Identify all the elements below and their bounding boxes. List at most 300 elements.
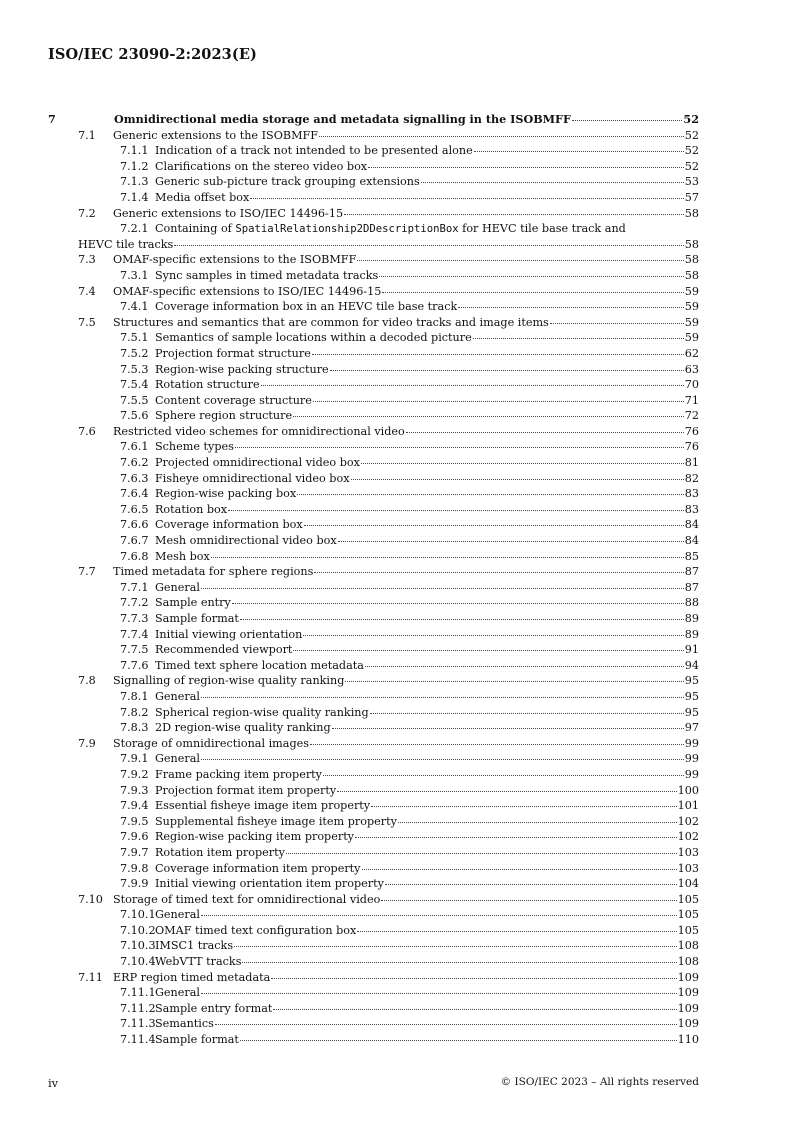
toc-entry-number: 7.10.4 [120, 955, 156, 969]
toc-entry-title: General [155, 580, 200, 594]
dot-leader [312, 353, 684, 355]
page-numeral: iv [48, 1076, 59, 1090]
dot-leader [201, 587, 684, 589]
toc-entry-page: 109 [677, 970, 699, 984]
toc-entry-number: 7.6.6 [120, 518, 149, 532]
dot-leader [242, 961, 676, 963]
toc-entry-7-8[interactable] [48, 673, 699, 689]
toc-entry-number: 7.1 [78, 128, 96, 142]
toc-entry-7-11-2[interactable] [48, 1001, 699, 1017]
dot-leader [235, 446, 684, 448]
toc-entry-7-5-1[interactable] [48, 330, 699, 346]
toc-entry-title: Media offset box [155, 190, 250, 204]
toc-entry-page: 105 [677, 908, 699, 922]
toc-entry-7-11-3[interactable] [48, 1016, 699, 1032]
dot-leader [371, 805, 677, 807]
toc-entry-title: Sample format [155, 1033, 239, 1047]
toc-entry-number: 7.9.2 [120, 767, 149, 781]
toc-entry-number: 7.11 [78, 970, 103, 984]
dot-leader [313, 400, 684, 402]
dot-leader [293, 649, 683, 651]
toc-entry-7-6-6[interactable] [48, 517, 699, 533]
toc-entry-title: Coverage information item property [155, 861, 361, 875]
toc-entry-7-1-3[interactable] [48, 174, 699, 190]
dot-leader [314, 571, 683, 573]
toc-entry-7-5-6[interactable] [48, 408, 699, 424]
toc-entry-page: 87 [684, 565, 699, 579]
dot-leader [201, 758, 684, 760]
toc-entry-7-6-1[interactable] [48, 439, 699, 455]
toc-entry-7-5-5[interactable] [48, 393, 699, 409]
toc-entry-7-3[interactable] [48, 252, 699, 268]
toc-entry-number: 7.6.5 [120, 502, 149, 516]
toc-entry-7-4-1[interactable] [48, 299, 699, 315]
toc-entry-7-2-1[interactable] [48, 221, 699, 252]
toc-entry-7-8-3[interactable] [48, 720, 699, 736]
dot-leader [362, 868, 677, 870]
toc-entry-title: Semantics [155, 1017, 214, 1031]
toc-entry-title: Mesh box [155, 549, 210, 563]
toc-entry-7-9-6[interactable] [48, 829, 699, 845]
dot-leader [379, 275, 683, 277]
toc-entry-7-2[interactable] [48, 206, 699, 222]
dot-leader [250, 197, 683, 199]
dot-leader [398, 821, 677, 823]
toc-entry-7-10[interactable] [48, 892, 699, 908]
toc-entry-page: 105 [677, 892, 699, 906]
document-id-header: ISO/IEC 23090-2:2023(E) [48, 46, 257, 63]
toc-entry-number: 7.5.4 [120, 378, 149, 392]
toc-entry-number: 7.10.2 [120, 923, 156, 937]
toc-entry-title: Projection format item property [155, 783, 337, 797]
dot-leader [240, 1039, 677, 1041]
toc-entry-page: 103 [677, 861, 699, 875]
toc-entry-title: Region-wise packing box [155, 487, 297, 501]
toc-entry-title: Frame packing item property [155, 767, 322, 781]
dot-leader [319, 135, 684, 137]
dot-leader [365, 665, 684, 667]
toc-entry-7-6-8[interactable] [48, 549, 699, 565]
toc-entry-title-code: SpatialRelationship2DDescriptionBox [235, 223, 459, 236]
toc-entry-title: Timed text sphere location metadata [155, 658, 364, 672]
dot-leader [330, 369, 684, 371]
dot-leader [357, 259, 683, 261]
toc-entry-number: 7.1.3 [120, 175, 149, 189]
toc-entry-number: 7.10 [78, 892, 103, 906]
toc-entry-number: 7.5 [78, 315, 96, 329]
toc-entry-page: 71 [684, 393, 699, 407]
dot-leader [361, 462, 684, 464]
toc-entry-number: 7.9.1 [120, 752, 149, 766]
toc-entry-number: 7.6.7 [120, 534, 149, 548]
toc-entry-title: Structures and semantics that are common for video tracks and image items [113, 315, 549, 329]
toc-entry-page: 91 [684, 643, 699, 657]
toc-entry-number: 7.10.1 [120, 908, 156, 922]
toc-entry-page: 76 [684, 424, 699, 438]
toc-entry-page: 52 [684, 159, 699, 173]
toc-entry-number: 7.9.3 [120, 783, 149, 797]
toc-entry-number: 7.8.2 [120, 705, 149, 719]
toc-entry-page: 59 [684, 300, 699, 314]
toc-entry-page: 70 [684, 378, 699, 392]
dot-leader [368, 166, 684, 168]
toc-entry-title: Scheme types [155, 440, 234, 454]
toc-chapter-title: Omnidirectional media storage and metadata signalling in the ISOBMFF [114, 112, 571, 126]
toc-entry-page: 109 [677, 1017, 699, 1031]
toc-entry-number: 7.2.1 [120, 222, 149, 236]
toc-entry-number: 7.3 [78, 253, 96, 267]
toc-entry-number: 7.5.3 [120, 362, 149, 376]
toc-entry-7-9[interactable] [48, 736, 699, 752]
toc-entry-page: 99 [684, 736, 699, 750]
dot-leader [240, 618, 684, 620]
toc-entry-7-10-4[interactable] [48, 954, 699, 970]
toc-entry-page: 84 [684, 518, 699, 532]
toc-entry-7-10-2[interactable] [48, 923, 699, 939]
toc-entry-7-9-9[interactable] [48, 876, 699, 892]
dot-leader [473, 337, 684, 339]
dot-leader [458, 306, 684, 308]
copyright-notice: © ISO/IEC 2023 – All rights reserved [500, 1076, 699, 1088]
dot-leader [421, 181, 684, 183]
toc-chapter-number: 7 [48, 112, 56, 126]
toc-entry-7-9-7[interactable] [48, 845, 699, 861]
toc-entry-title: Coverage information box [155, 518, 303, 532]
toc-entry-title: Sample format [155, 612, 239, 625]
toc-entry-7-6-7[interactable] [48, 533, 699, 549]
dot-leader [344, 213, 684, 215]
toc-entry-number: 7.6.4 [120, 487, 149, 501]
toc-entry-page: 52 [684, 128, 699, 142]
toc-entry-7-9-3[interactable] [48, 783, 699, 799]
toc-entry-title: Initial viewing orientation item property [155, 877, 384, 891]
toc-entry-7-11-1[interactable] [48, 985, 699, 1001]
toc-entry-page: 95 [684, 705, 699, 719]
toc-entry-number: 7.9 [78, 736, 96, 750]
toc-entry-title: OMAF-specific extensions to ISO/IEC 14496-15 [113, 284, 382, 298]
toc-entry-page: 110 [677, 1033, 699, 1047]
toc-entry-title: Sample entry [155, 596, 231, 610]
toc-entry-number: 7.8 [78, 674, 96, 688]
table-of-contents [48, 112, 699, 1048]
toc-entry-title: General [155, 689, 200, 703]
toc-entry-7-11-4[interactable] [48, 1032, 699, 1048]
toc-entry-7-5[interactable] [48, 315, 699, 331]
toc-entry-title: Restricted video schemes for omnidirectional video [113, 424, 405, 438]
dot-leader [297, 493, 684, 495]
toc-entry-title: Coverage information box in an HEVC tile base track [155, 300, 458, 314]
toc-entry-7-6-5[interactable] [48, 502, 699, 518]
toc-entry-number: 7.7.3 [120, 612, 149, 625]
toc-entry-page: 109 [677, 1001, 699, 1015]
toc-entry-title: Rotation box [155, 502, 228, 516]
dot-leader [303, 634, 683, 636]
toc-entry-title: Recommended viewport [155, 643, 293, 657]
dot-leader [370, 712, 684, 714]
toc-entry-page: 53 [684, 175, 699, 189]
toc-entry-number: 7.4.1 [120, 300, 149, 314]
toc-entry-page: 81 [684, 456, 699, 470]
toc-entry-number: 7.9.6 [120, 830, 149, 844]
toc-entry-number: 7.8.1 [120, 689, 149, 703]
toc-entry-number: 7.9.4 [120, 799, 149, 813]
toc-entry-title: Content coverage structure [155, 393, 312, 407]
toc-entry-number: 7.8.3 [120, 721, 149, 735]
toc-entry-7-11[interactable] [48, 970, 699, 986]
toc-entry-title: Supplemental fisheye image item property [155, 814, 397, 828]
toc-entry-title: Mesh omnidirectional video box [155, 534, 337, 548]
toc-entry-page: 102 [677, 814, 699, 828]
toc-entry-title: General [155, 986, 200, 1000]
toc-entry-page: 100 [677, 783, 699, 797]
toc-entry-page: 109 [677, 986, 699, 1000]
toc-entry-7-6-2[interactable] [48, 455, 699, 471]
toc-entry-page: 88 [684, 596, 699, 610]
toc-entry-page: 76 [684, 440, 699, 454]
toc-entry-number: 7.5.6 [120, 409, 149, 423]
toc-entry-title: Projection format structure [155, 346, 311, 360]
toc-entry-title: Generic extensions to the ISOBMFF [113, 128, 319, 142]
dot-leader [337, 790, 676, 792]
toc-entry-number: 7.7 [78, 565, 96, 579]
toc-entry-title: Storage of timed text for omnidirectional video [113, 892, 381, 906]
toc-entry-title: Generic sub-picture track grouping extensions [155, 175, 420, 189]
toc-entry-7-4[interactable] [48, 284, 699, 300]
toc-entry-title: Generic extensions to ISO/IEC 14496-15 [113, 206, 344, 220]
toc-entry-number: 7.1.4 [120, 190, 149, 204]
toc-entry-number: 7.7.6 [120, 658, 149, 672]
toc-entry-7-7-1[interactable] [48, 580, 699, 596]
toc-entry-title: Rotation item property [155, 845, 285, 859]
toc-entry-number: 7.7.2 [120, 596, 149, 610]
dot-leader [273, 1008, 676, 1010]
toc-entry-page: 89 [684, 627, 699, 641]
toc-entry-title: Initial viewing orientation [155, 627, 303, 641]
toc-entry-title-continuation: HEVC tile tracks [78, 237, 174, 251]
toc-entry-title: Spherical region-wise quality ranking [155, 705, 369, 719]
toc-entry-page: 62 [684, 346, 699, 360]
toc-entry-page: 82 [684, 471, 699, 485]
toc-entry-7-9-5[interactable] [48, 814, 699, 830]
toc-entry-title: OMAF-specific extensions to the ISOBMFF [113, 253, 357, 267]
toc-entry-title: Projected omnidirectional video box [155, 456, 360, 470]
toc-entry-number: 7.7.4 [120, 627, 149, 641]
toc-entry-7-7-4[interactable] [48, 627, 699, 643]
toc-entry-7-3-1[interactable] [48, 268, 699, 284]
toc-entry-7-7-5[interactable] [48, 642, 699, 658]
toc-entry-7-8-2[interactable] [48, 705, 699, 721]
toc-entry-page: 97 [684, 721, 699, 735]
toc-entry-7-1-4[interactable] [48, 190, 699, 206]
toc-entry-number: 7.5.2 [120, 346, 149, 360]
toc-entry-7-9-2[interactable] [48, 767, 699, 783]
toc-entry-page: 59 [684, 331, 699, 345]
dot-leader [211, 556, 684, 558]
toc-entry-title: Fisheye omnidirectional video box [155, 471, 350, 485]
toc-entry-title: General [155, 752, 200, 766]
toc-entry-page: 63 [684, 362, 699, 376]
toc-entry-7-1[interactable] [48, 128, 699, 144]
toc-entry-number: 7.11.1 [120, 986, 156, 1000]
dot-leader [385, 883, 677, 885]
toc-entry-number: 7.11.4 [120, 1033, 156, 1047]
toc-entry-number: 7.5.5 [120, 393, 149, 407]
toc-entry-number: 7.9.9 [120, 877, 149, 891]
toc-entry-number: 7.5.1 [120, 331, 149, 345]
toc-entry-7-7-3[interactable] [48, 611, 699, 627]
toc-entry-page: 83 [684, 487, 699, 501]
toc-entry-number: 7.3.1 [120, 268, 149, 282]
toc-entry-7-10-1[interactable] [48, 907, 699, 923]
toc-entry-title: Sphere region structure [155, 409, 293, 423]
dot-leader [338, 540, 684, 542]
toc-entry-page: 95 [684, 674, 699, 688]
dot-leader [215, 1023, 677, 1025]
toc-entry-page: 52 [684, 144, 699, 158]
dot-leader [332, 727, 684, 729]
dot-leader [351, 478, 684, 480]
toc-entry-title: 2D region-wise quality ranking [155, 721, 331, 735]
dot-leader [234, 945, 677, 947]
toc-entry-title: Timed metadata for sphere regions [113, 565, 314, 579]
dot-leader [261, 384, 684, 386]
toc-entry-number: 7.6.3 [120, 471, 149, 485]
toc-entry-number: 7.10.3 [120, 939, 156, 953]
toc-entry-page: 58 [684, 268, 699, 282]
toc-entry-page: 89 [684, 612, 699, 625]
dot-leader [572, 119, 682, 121]
toc-entry-number: 7.6.2 [120, 456, 149, 470]
toc-entry-page: 103 [677, 845, 699, 859]
toc-entry-7-7[interactable] [48, 564, 699, 580]
toc-entry-title: General [155, 908, 200, 922]
dot-leader [228, 509, 684, 511]
dot-leader [345, 680, 683, 682]
toc-entry-page: 57 [684, 190, 699, 204]
toc-entry-7-7-2[interactable] [48, 595, 699, 611]
dot-leader [323, 774, 684, 776]
toc-entry-7-6-3[interactable] [48, 471, 699, 487]
toc-entry-number: 7.6.8 [120, 549, 149, 563]
dot-leader [201, 992, 677, 994]
toc-entry-page: 99 [684, 767, 699, 781]
dot-leader [293, 415, 684, 417]
dot-leader [232, 602, 684, 604]
toc-entry-page: 84 [684, 534, 699, 548]
toc-entry-page: 83 [684, 502, 699, 516]
toc-entry-7-9-1[interactable] [48, 751, 699, 767]
toc-entry-page: 108 [677, 939, 699, 953]
toc-entry-title: OMAF timed text configuration box [155, 923, 357, 937]
toc-entry-page: 104 [677, 877, 699, 891]
toc-entry-page: 85 [684, 549, 699, 563]
dot-leader [201, 696, 684, 698]
toc-entry-title: Region-wise packing item property [155, 830, 355, 844]
toc-entry-number: 7.2 [78, 206, 96, 220]
toc-entry-title: Storage of omnidirectional images [113, 736, 309, 750]
toc-entry-page: 108 [677, 955, 699, 969]
toc-entry-number: 7.7.5 [120, 643, 149, 657]
toc-chapter-7[interactable] [48, 112, 699, 128]
toc-entry-number: 7.4 [78, 284, 96, 298]
toc-entry-7-9-4[interactable] [48, 798, 699, 814]
toc-entry-title-prefix: Containing of [155, 222, 236, 236]
toc-entry-page: 94 [684, 658, 699, 672]
toc-entry-page: 105 [677, 923, 699, 937]
toc-entry-title: Sample entry format [155, 1001, 273, 1015]
dot-leader [355, 836, 677, 838]
toc-entry-title: Signalling of region-wise quality ranking [113, 674, 345, 688]
toc-entry-title: Clarifications on the stereo video box [155, 159, 368, 173]
toc-entry-page: 102 [677, 830, 699, 844]
toc-entry-page: 87 [684, 580, 699, 594]
toc-entry-title: Semantics of sample locations within a decoded picture [155, 331, 472, 345]
toc-entry-page: 59 [684, 315, 699, 329]
dot-leader [381, 899, 676, 901]
toc-entry-number: 7.11.2 [120, 1001, 156, 1015]
toc-entry-7-6-4[interactable] [48, 486, 699, 502]
toc-entry-number: 7.9.7 [120, 845, 149, 859]
toc-entry-page: 72 [684, 409, 699, 423]
dot-leader [310, 743, 684, 745]
toc-entry-page: 95 [684, 689, 699, 703]
toc-entry-number: 7.11.3 [120, 1017, 156, 1031]
toc-entry-7-9-8[interactable] [48, 861, 699, 877]
dot-leader [357, 930, 676, 932]
dot-leader [201, 914, 677, 916]
toc-entry-7-5-2[interactable] [48, 346, 699, 362]
toc-entry-7-1-1[interactable] [48, 143, 699, 159]
dot-leader [174, 244, 684, 246]
toc-entry-page: 58 [684, 253, 699, 267]
toc-entry-number: 7.6.1 [120, 440, 149, 454]
toc-entry-title: ERP region timed metadata [113, 970, 271, 984]
toc-entry-7-5-3[interactable] [48, 362, 699, 378]
toc-entry-title: IMSC1 tracks [155, 939, 234, 953]
dot-leader [550, 322, 684, 324]
toc-entry-7-6[interactable] [48, 424, 699, 440]
dot-leader [382, 291, 683, 293]
toc-entry-7-7-6[interactable] [48, 658, 699, 674]
toc-entry-page: 58 [684, 206, 699, 220]
dot-leader [474, 150, 684, 152]
toc-chapter-page: 52 [683, 112, 699, 126]
toc-entry-title: Sync samples in timed metadata tracks [155, 268, 379, 282]
toc-entry-page: 59 [684, 284, 699, 298]
toc-entry-page: 58 [684, 237, 699, 251]
toc-entry-number: 7.9.8 [120, 861, 149, 875]
toc-entry-number: 7.1.1 [120, 144, 149, 158]
toc-entry-title: Region-wise packing structure [155, 362, 329, 376]
toc-entry-title: WebVTT tracks [155, 955, 242, 969]
toc-entry-7-8-1[interactable] [48, 689, 699, 705]
dot-leader [406, 431, 684, 433]
toc-entry-title: Rotation structure [155, 378, 260, 392]
toc-entry-title [155, 221, 626, 238]
toc-entry-number: 7.1.2 [120, 159, 149, 173]
toc-entry-title-suffix: for HEVC tile base track and [458, 222, 626, 236]
toc-entry-title: Indication of a track not intended to be presented alone [155, 144, 473, 158]
toc-entry-title: Essential fisheye image item property [155, 799, 371, 813]
toc-entry-number: 7.6 [78, 424, 96, 438]
toc-entry-page: 101 [677, 799, 699, 813]
toc-entry-page: 99 [684, 752, 699, 766]
dot-leader [271, 977, 676, 979]
toc-entry-7-10-3[interactable] [48, 938, 699, 954]
toc-entry-7-1-2[interactable] [48, 159, 699, 175]
toc-entry-number: 7.9.5 [120, 814, 149, 828]
toc-entry-7-5-4[interactable] [48, 377, 699, 393]
